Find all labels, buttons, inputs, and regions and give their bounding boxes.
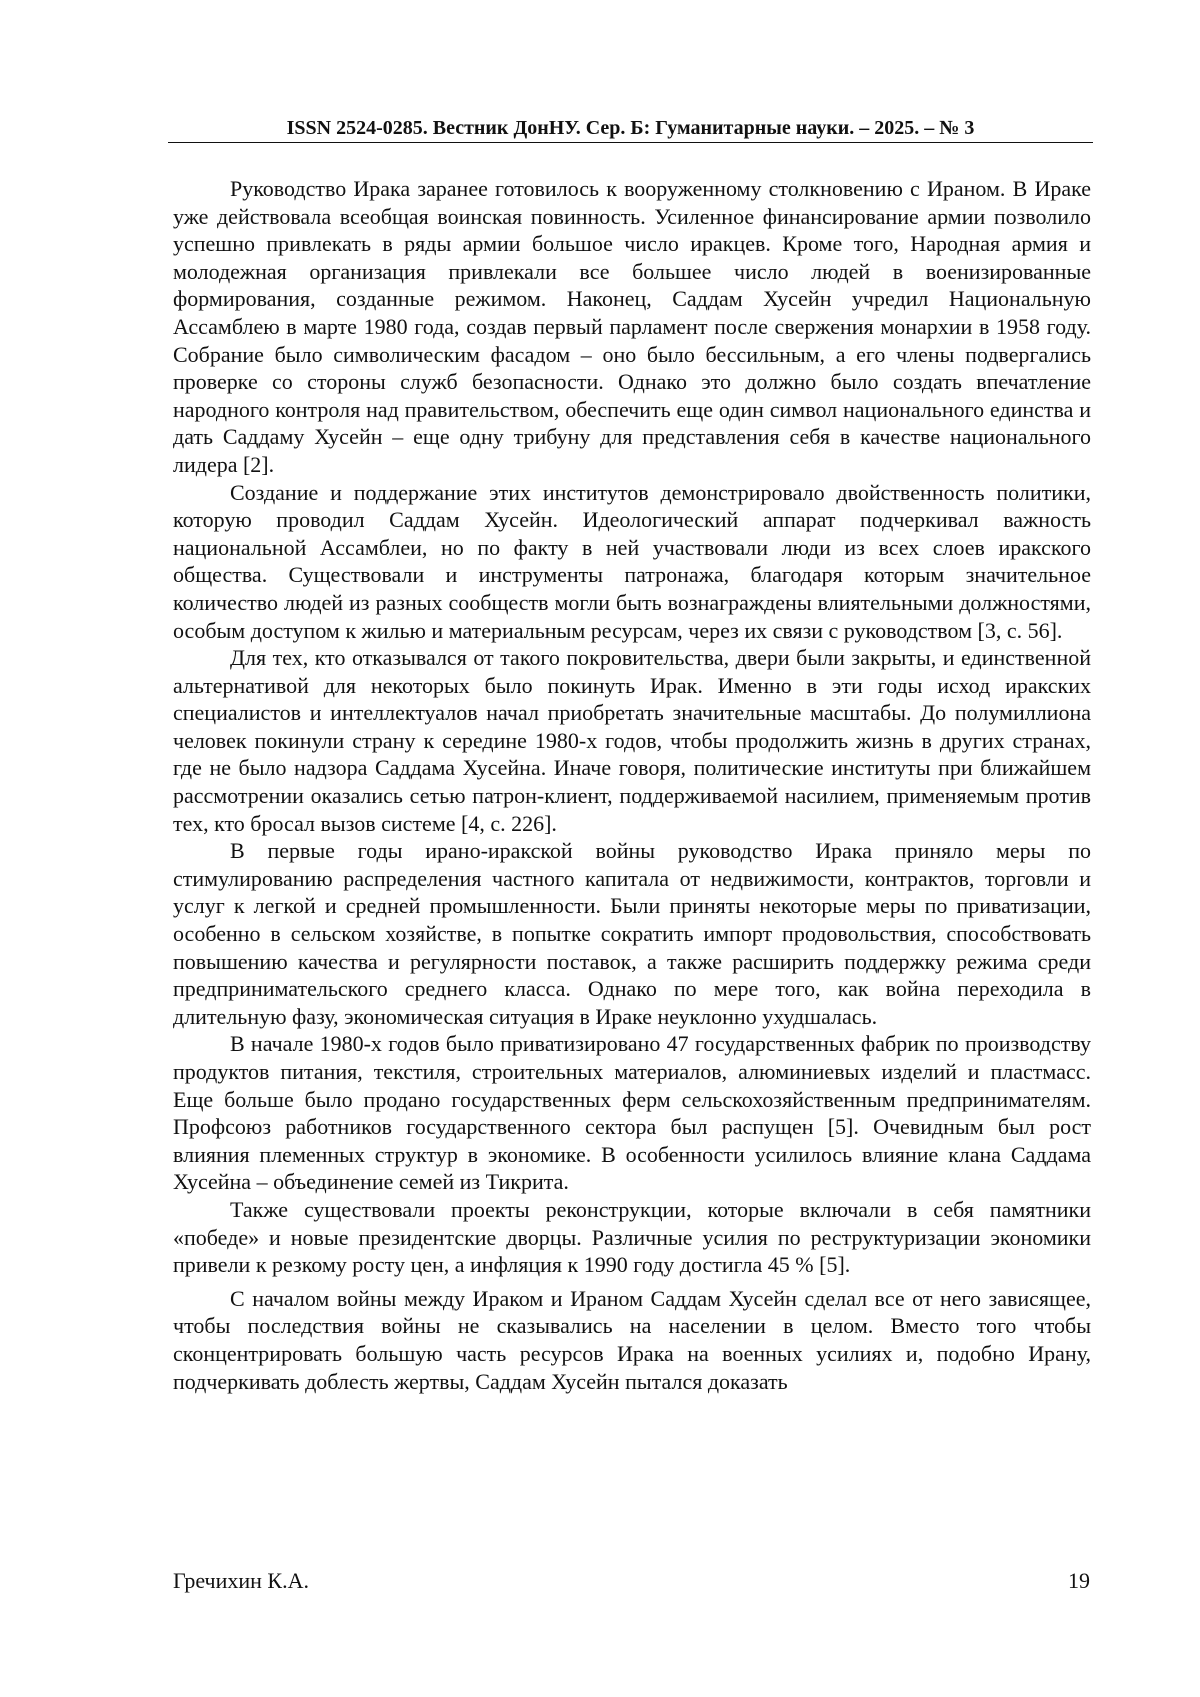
- paragraph: В первые годы ирано-иракской войны руководство Ирака приняло меры по стимулированию распределения частного капитала от недвижимости, контрактов, торговли и услуг к легкой и средней промышленности. Были приняты некоторые меры по приватизации, особенно в сельском хозяйстве, в попытке сократить импорт продовольствия, способствовать повышению качества и регулярности поставок, а также расширить поддержку режима среди предпринимательского среднего класса. Однако по мере того, как война переходила в длительную фазу, экономическая ситуация в Ираке неуклонно ухудшалась.: [173, 838, 1091, 1029]
- paragraph: Создание и поддержание этих институтов демонстрировало двойственность политики, которую проводил Саддам Хусейн. Идеологический аппарат подчеркивал важность национальной Ассамблеи, но по факту в ней участвовали люди из всех слоев иракского общества. Существовали и инструменты патронажа, благодаря которым значительное количество людей из разных сообществ могли быть вознаграждены влиятельными должностями, особым доступом к жилью и материальным ресурсам, через их связи с руководством [3, с. 56].: [173, 479, 1091, 643]
- paragraph: Также существовали проекты реконструкции, которые включали в себя памятники «победе» и новые президентские дворцы. Различные усилия по реструктуризации экономики привели к резкому росту цен, а инфляция к 1990 году достигла 45 % [5].: [173, 1196, 1091, 1278]
- article-body: [173, 175, 1091, 1395]
- running-header: ISSN 2524-0285. Вестник ДонНУ. Сер. Б: Гуманитарные науки. – 2025. – № 3: [286, 117, 975, 139]
- paragraph: Руководство Ирака заранее готовилось к вооруженному столкновению с Ираном. В Ираке уже действовала всеобщая воинская повинность. Усиленное финансирование армии позволило успешно привлекать в ряды армии большое число иракцев. Кроме того, Народная армия и молодежная организация привлекали все большее число людей в военизированные формирования, созданные режимом. Наконец, Саддам Хусейн учредил Национальную Ассамблею в марте 1980 года, создав первый парламент после свержения монархии в 1958 году. Собрание было символическим фасадом – оно было бессильным, а его члены подвергались проверке со стороны служб безопасности. Однако это должно было создать впечатление народного контроля над правительством, обеспечить еще один символ национального единства и дать Саддаму Хусейн – еще одну трибуну для представления себя в качестве национального лидера [2].: [173, 176, 1091, 477]
- page-number: 19: [1068, 1568, 1090, 1593]
- header-divider: [168, 142, 1093, 143]
- paragraph: В начале 1980-х годов было приватизировано 47 государственных фабрик по производству продуктов питания, текстиля, строительных материалов, алюминиевых изделий и пластмасс. Еще больше было продано государственных ферм сельскохозяйственным предпринимателям. Профсоюз работников государственного сектора был распущен [5]. Очевидным был рост влияния племенных структур в экономике. В особенности усилилось влияние клана Саддама Хусейна – объединение семей из Тикрита.: [173, 1031, 1091, 1195]
- footer-author: Гречихин К.А.: [173, 1568, 309, 1593]
- paragraph: С началом войны между Ираком и Ираном Саддам Хусейн сделал все от него зависящее, чтобы последствия войны не сказывались на населении в целом. Вместо того чтобы сконцентрировать большую часть ресурсов Ирака на военных усилиях и, подобно Ирану, подчеркивать доблесть жертвы, Саддам Хусейн пытался доказать: [173, 1285, 1091, 1394]
- paragraph: Для тех, кто отказывался от такого покровительства, двери были закрыты, и единственной альтернативой для некоторых было покинуть Ирак. Именно в эти годы исход иракских специалистов и интеллектуалов начал приобретать значительные масштабы. До полумиллиона человек покинули страну к середине 1980-х годов, чтобы продолжить жизнь в других странах, где не было надзора Саддама Хусейна. Иначе говоря, политические институты при ближайшем рассмотрении оказались сетью патрон-клиент, поддерживаемой насилием, применяемым против тех, кто бросал вызов системе [4, с. 226].: [173, 645, 1091, 836]
